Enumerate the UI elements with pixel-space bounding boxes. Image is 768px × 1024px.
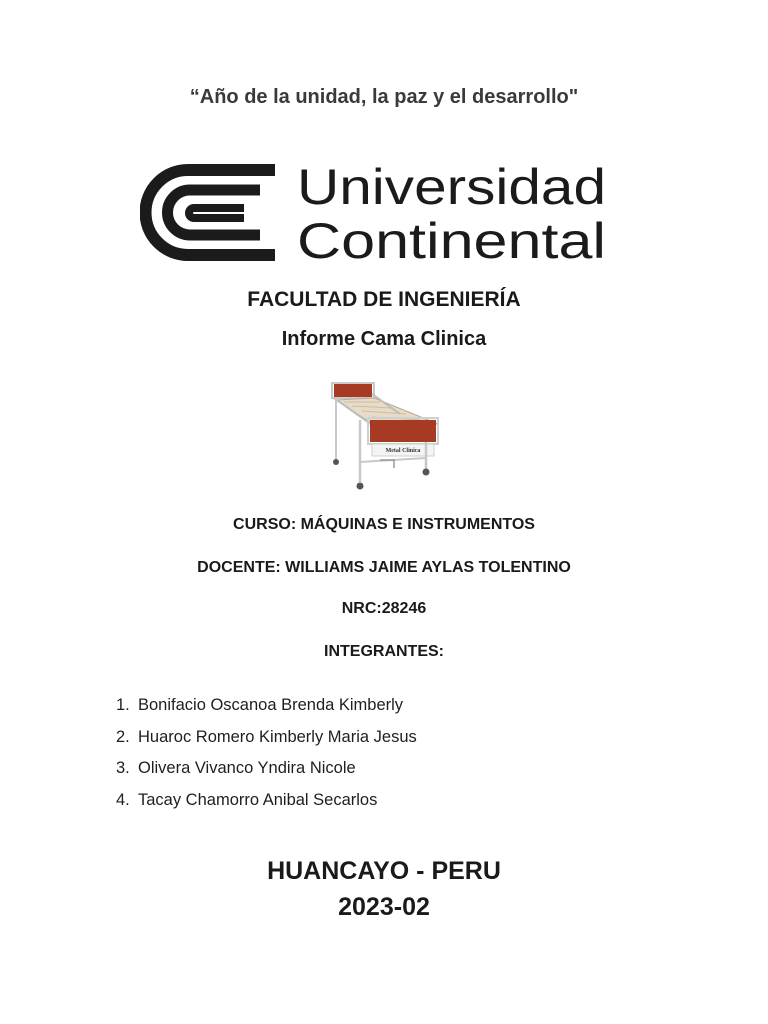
members-heading: INTEGRANTES:: [324, 643, 444, 660]
item-number: 2.: [116, 727, 130, 746]
faculty-title: FACULTAD DE INGENIERÍA: [247, 288, 521, 311]
member-name: Olivera Vivanco Yndira Nicole: [138, 759, 356, 777]
item-number: 1.: [116, 696, 130, 714]
members-list: [116, 690, 636, 816]
course-line: CURSO: MÁQUINAS E INSTRUMENTOS: [233, 516, 535, 533]
item-number: 4.: [116, 790, 130, 809]
list-item: [116, 690, 636, 722]
item-number: 3.: [116, 759, 130, 777]
nrc-line: NRC:28246: [341, 600, 427, 617]
logo-line-2: Continental: [297, 213, 606, 265]
member-name: Huaroc Romero Kimberly Maria Jesus: [138, 727, 417, 746]
continental-c-icon: [146, 170, 276, 255]
report-title: Informe Cama Clinica: [281, 328, 487, 350]
motto-text: “Año de la unidad, la paz y el desarrollo": [189, 86, 579, 108]
logo-line-1: Universidad: [297, 160, 606, 215]
list-item: [116, 722, 636, 754]
list-item: [116, 753, 636, 785]
bed-label: Metal Clinica: [385, 448, 421, 454]
member-name: Bonifacio Oscanoa Brenda Kimberly: [138, 696, 404, 714]
hospital-bed-image: [322, 380, 446, 498]
list-item: [116, 785, 636, 817]
teacher-line: DOCENTE: WILLIAMS JAIME AYLAS TOLENTINO: [197, 559, 571, 576]
member-name: Tacay Chamorro Anibal Secarlos: [138, 790, 378, 809]
year-text: 2023-02: [338, 893, 430, 921]
university-logo: [140, 160, 610, 265]
city-text: HUANCAYO - PERU: [267, 857, 501, 885]
